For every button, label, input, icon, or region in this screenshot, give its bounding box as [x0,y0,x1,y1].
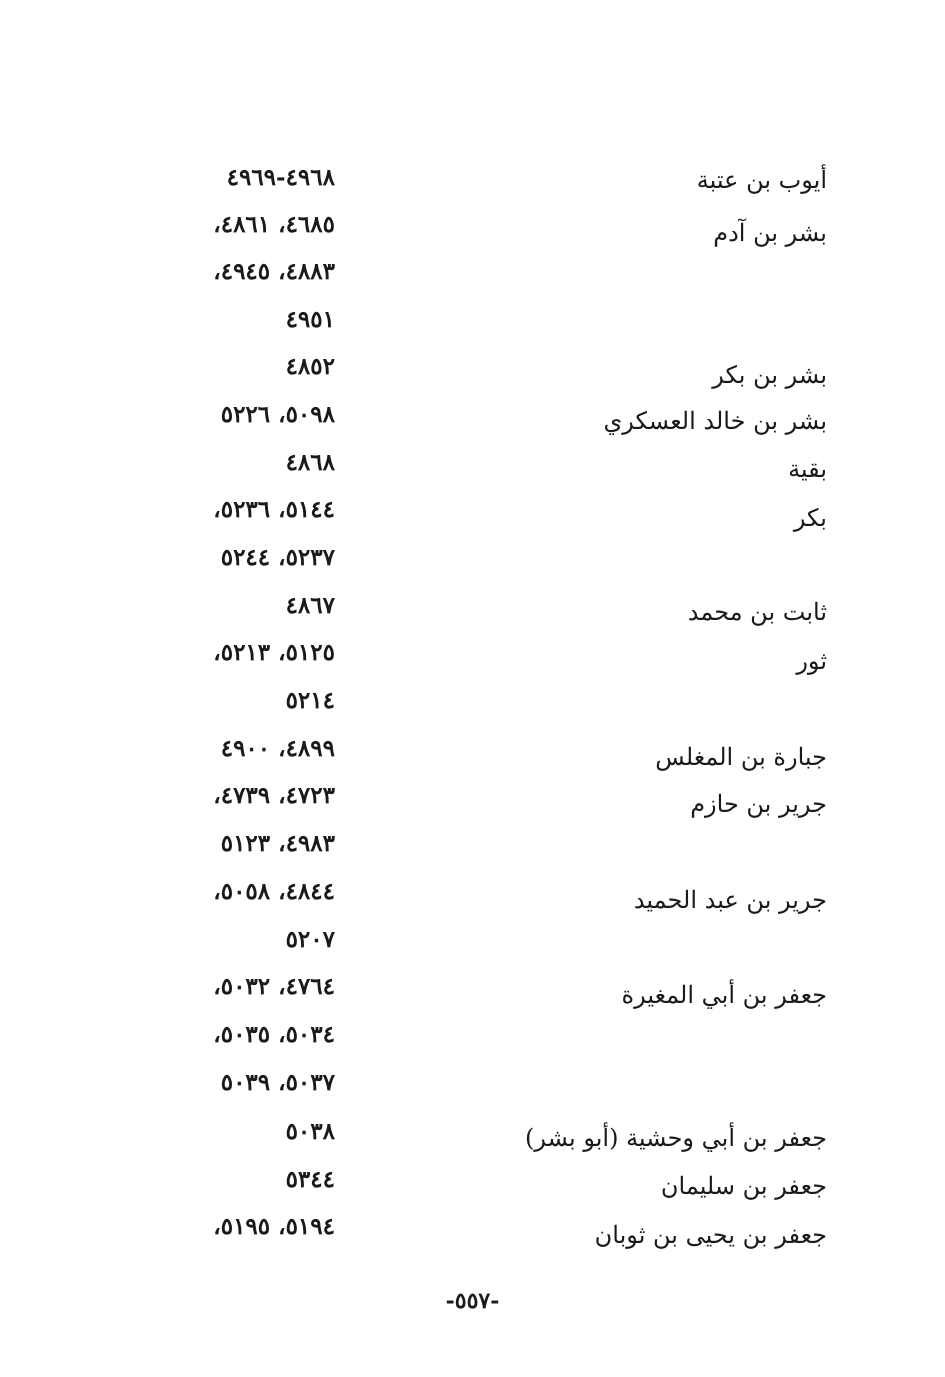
entry-numbers: ٥٣٤٤ [285,1166,335,1193]
index-entry [0,1207,945,1247]
entry-numbers: ٥٠٣٨ [285,1118,335,1145]
entry-name: جعفر بن يحيى بن ثوبان [594,1221,827,1249]
entry-name: بكر [793,504,827,532]
index-entry [0,347,945,387]
entry-numbers: ٥٠٣٤، ٥٠٣٥، [213,1021,335,1048]
entry-numbers: ٤٨٤٤، ٥٠٥٨، [213,878,335,905]
index-entry [0,920,945,960]
index-entry [0,824,945,864]
entry-numbers: ٤٨٦٧ [285,592,335,619]
index-entry [0,1112,945,1152]
entry-name: جعفر بن أبي وحشية (أبو بشر) [525,1124,827,1152]
index-entry [0,1063,945,1103]
index-entry [0,633,945,673]
index-entry [0,681,945,721]
index-entry [0,158,945,198]
index-entry [0,586,945,626]
entry-name: بشر بن بكر [712,361,827,389]
index-entry [0,967,945,1007]
entry-numbers: ٤٩٨٣، ٥١٢٣ [220,830,335,857]
entry-numbers: ٥١٩٤، ٥١٩٥، [213,1213,335,1240]
entry-numbers: ٤٩٦٨-٤٩٦٩ [226,164,335,191]
entry-numbers: ٤٨٥٢ [285,353,335,380]
entry-name: بقية [788,455,827,483]
index-entry [0,252,945,292]
entry-numbers: ٤٧٢٣، ٤٧٣٩، [213,782,335,809]
entry-name: جرير بن عبد الحميد [633,886,827,914]
entry-numbers: ٥٠٣٧، ٥٠٣٩ [220,1069,335,1096]
entry-name: جرير بن حازم [690,790,827,818]
index-entry [0,443,945,483]
index-entry [0,729,945,769]
entry-name: جبارة بن المغلس [655,743,827,771]
entry-name: جعفر بن أبي المغيرة [621,981,827,1009]
entry-numbers: ٥٠٩٨، ٥٢٢٦ [220,401,335,428]
entry-name: ثور [796,647,827,675]
index-entry [0,1015,945,1055]
entry-numbers: ٤٨٨٣، ٤٩٤٥، [213,258,335,285]
entry-name: ثابت بن محمد [687,598,827,626]
entry-numbers: ٤٦٨٥، ٤٨٦١، [213,211,335,238]
entry-numbers: ٤٩٥١ [285,306,335,333]
index-entry [0,872,945,912]
entry-name: جعفر بن سليمان [660,1172,827,1200]
entry-numbers: ٥٢٠٧ [285,926,335,953]
entry-numbers: ٥١٤٤، ٥٢٣٦، [213,496,335,523]
index-entry [0,1160,945,1200]
entry-numbers: ٤٨٦٨ [285,449,335,476]
entry-name: أيوب بن عتبة [696,166,827,194]
index-entry [0,205,945,245]
entry-name: بشر بن آدم [713,219,827,247]
entry-numbers: ٥٢١٤ [285,687,335,714]
entry-numbers: ٤٨٩٩، ٤٩٠٠ [220,735,335,762]
entry-numbers: ٥٢٣٧، ٥٢٤٤ [220,544,335,571]
page-number: -٥٥٧- [445,1288,500,1314]
index-entry [0,300,945,340]
index-entry [0,538,945,578]
entry-name: بشر بن خالد العسكري [603,407,827,435]
index-entry [0,490,945,530]
entry-numbers: ٥١٢٥، ٥٢١٣، [213,639,335,666]
index-entry [0,776,945,816]
index-entry [0,395,945,435]
entry-numbers: ٤٧٦٤، ٥٠٣٢، [213,973,335,1000]
